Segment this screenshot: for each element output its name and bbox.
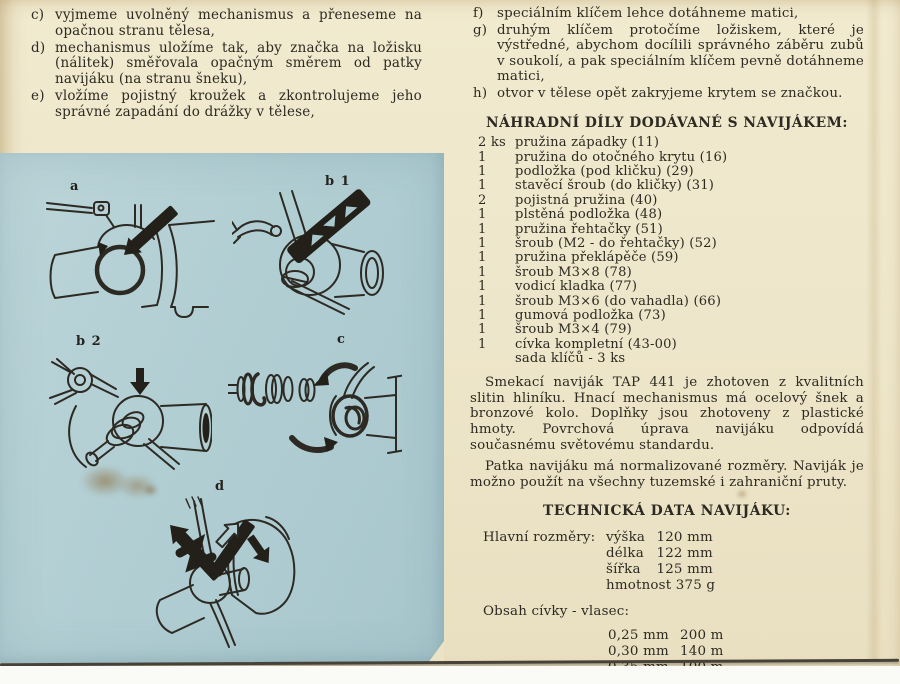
dim-value: 122 mm bbox=[656, 545, 713, 561]
capacity-row bbox=[608, 644, 864, 660]
item-text: druhým klíčem protočíme ložiskem, které je výstředné, abychom docílili správného záběru zubů v soukolí, a pak speciálním klíčem pevně dotáhneme matici, bbox=[497, 22, 864, 85]
figure-label-d: d bbox=[215, 479, 226, 494]
part-qty: 1 bbox=[478, 322, 487, 338]
part-name: šroub M3×6 (do vahadla) (66) bbox=[515, 293, 722, 309]
part-qty: 1 bbox=[478, 279, 487, 295]
dim-name: délka bbox=[606, 545, 644, 561]
spool-capacity-label: Obsah cívky - vlasec: bbox=[483, 604, 630, 620]
item-label: g) bbox=[473, 22, 488, 38]
illustration-panel bbox=[0, 153, 444, 663]
part-qty: 1 bbox=[478, 336, 487, 352]
dim-value: 125 mm bbox=[656, 562, 713, 577]
dim-name: šířka bbox=[606, 562, 641, 577]
part-row bbox=[470, 251, 864, 265]
part-name: plstěná podložka (48) bbox=[515, 207, 663, 223]
line-diameter: 0,25 mm bbox=[608, 628, 669, 643]
dimension-row bbox=[606, 530, 715, 546]
instruction-item-c bbox=[28, 8, 422, 40]
part-name: pružina do otočného krytu (16) bbox=[515, 149, 728, 165]
part-qty: 1 bbox=[478, 250, 487, 266]
part-qty: 1 bbox=[478, 178, 487, 194]
item-label: c) bbox=[31, 7, 45, 23]
paper-stain bbox=[737, 490, 747, 498]
item-text: vyjmeme uvolněný mechanismus a přeneseme na opačnou stranu tělesa, bbox=[55, 7, 422, 39]
item-text: mechanismus uložíme tak, aby značka na ložisku (nálitek) směřovala opačným směrem od patky navijáku (na stranu šneku), bbox=[55, 39, 422, 88]
part-name: pružina řehtačky (51) bbox=[515, 221, 663, 237]
part-name: sada klíčů - 3 ks bbox=[515, 351, 626, 367]
description-paragraph-2: Patka navijáku má normalizované rozměry. Naviják je možno použít na všechny tuzemské i zahraniční pruty. bbox=[470, 459, 864, 491]
dimension-row bbox=[606, 562, 715, 578]
scanner-background bbox=[0, 666, 900, 684]
part-qty bbox=[470, 352, 515, 366]
instruction-item-f bbox=[470, 6, 864, 22]
part-name: šroub M3×4 (79) bbox=[515, 322, 632, 338]
instruction-item-d bbox=[28, 41, 422, 88]
part-name: šroub M3×8 (78) bbox=[515, 264, 632, 280]
item-label: f) bbox=[473, 6, 484, 21]
part-name: cívka kompletní (43-00) bbox=[515, 336, 677, 352]
part-row bbox=[470, 194, 864, 208]
dimension-row bbox=[606, 578, 715, 594]
figure-label-b2: b 2 bbox=[76, 334, 102, 349]
part-row bbox=[470, 208, 864, 222]
part-qty: 1 bbox=[478, 149, 487, 165]
figure-c-drawing bbox=[228, 358, 402, 454]
part-row bbox=[470, 165, 864, 179]
description-paragraph-1: Smekací naviják TAP 441 je zhotoven z kvalitních slitin hliníku. Hnací mechanismus má ocelový šnek a bronzové kolo. Doplňky jsou zhotoveny z plastické hmoty. Povrchová úprava navijáku odpovídá současnému světovému standardu. bbox=[470, 374, 864, 454]
part-qty: 2 ks bbox=[478, 135, 506, 151]
part-name: gumová podložka (73) bbox=[515, 308, 666, 324]
item-text: otvor v tělese opět zakryjeme krytem se značkou. bbox=[497, 85, 843, 101]
photo-corner-notch bbox=[428, 641, 444, 663]
paper-crease bbox=[866, 0, 882, 660]
part-name: stavěcí šroub (do kličky) (31) bbox=[515, 178, 715, 194]
capacity-row bbox=[608, 628, 864, 644]
figure-label-a: a bbox=[70, 179, 80, 194]
part-row bbox=[470, 280, 864, 294]
part-qty: 1 bbox=[478, 236, 487, 251]
part-qty: 1 bbox=[478, 293, 487, 309]
figure-b2-drawing bbox=[48, 358, 212, 472]
instruction-item-g bbox=[470, 23, 864, 85]
right-column bbox=[470, 6, 864, 675]
part-qty: 1 bbox=[478, 308, 487, 324]
main-dimensions bbox=[483, 530, 864, 595]
part-qty: 2 bbox=[478, 192, 487, 208]
instruction-item-h bbox=[470, 86, 864, 102]
figure-a-drawing bbox=[42, 195, 220, 327]
item-label: e) bbox=[31, 87, 45, 104]
dimensions-values bbox=[606, 530, 715, 595]
figure-label-c: c bbox=[337, 332, 346, 347]
technical-data-heading: TECHNICKÁ DATA NAVIJÁKU: bbox=[543, 503, 791, 519]
line-diameter: 0,30 mm bbox=[608, 643, 669, 659]
item-text: vložíme pojistný kroužek a zkontrolujeme jeho správné zapadání do drážky v tělese, bbox=[55, 87, 422, 120]
dimension-row bbox=[606, 546, 715, 562]
paper-stain bbox=[143, 484, 158, 496]
part-row bbox=[470, 223, 864, 237]
figure-b1-drawing bbox=[232, 185, 396, 321]
part-name: pružina západky (11) bbox=[515, 135, 660, 151]
part-row bbox=[470, 179, 864, 193]
part-name: pojistná pružina (40) bbox=[515, 192, 658, 208]
part-row bbox=[470, 352, 864, 366]
spare-parts-list bbox=[470, 136, 864, 367]
line-length: 140 m bbox=[680, 643, 724, 659]
part-name: pružina překlápěče (59) bbox=[515, 250, 679, 266]
dim-value: 120 mm bbox=[656, 529, 713, 545]
dim-name: výška bbox=[606, 529, 646, 545]
part-qty: 1 bbox=[478, 264, 487, 280]
part-row bbox=[470, 237, 864, 251]
part-qty: 1 bbox=[478, 207, 487, 223]
part-row bbox=[470, 295, 864, 309]
item-text: speciálním klíčem lehce dotáhneme matici, bbox=[497, 6, 799, 21]
part-qty: 1 bbox=[478, 163, 487, 179]
left-instructions bbox=[28, 8, 422, 122]
item-label: h) bbox=[473, 85, 488, 101]
part-name: vodicí kladka (77) bbox=[515, 279, 638, 295]
part-row bbox=[470, 309, 864, 323]
item-label: d) bbox=[31, 39, 46, 56]
part-qty: 1 bbox=[478, 221, 487, 237]
dim-name: hmotnost bbox=[606, 578, 672, 594]
line-length: 200 m bbox=[680, 628, 724, 643]
part-name: podložka (pod kličku) (29) bbox=[515, 163, 694, 179]
part-row bbox=[470, 323, 864, 337]
part-row bbox=[470, 151, 864, 165]
part-row bbox=[470, 136, 864, 150]
part-name: šroub (M2 - do řehtačky) (52) bbox=[515, 236, 717, 251]
part-row bbox=[470, 266, 864, 280]
dim-value: 375 g bbox=[675, 578, 716, 594]
spare-parts-heading: NÁHRADNÍ DÍLY DODÁVANÉ S NAVIJÁKEM: bbox=[485, 114, 848, 131]
dimensions-label: Hlavní rozměry: bbox=[483, 529, 596, 545]
figure-label-b1: b 1 bbox=[325, 174, 351, 189]
figure-d-drawing bbox=[148, 495, 302, 653]
instruction-item-e bbox=[28, 89, 422, 121]
